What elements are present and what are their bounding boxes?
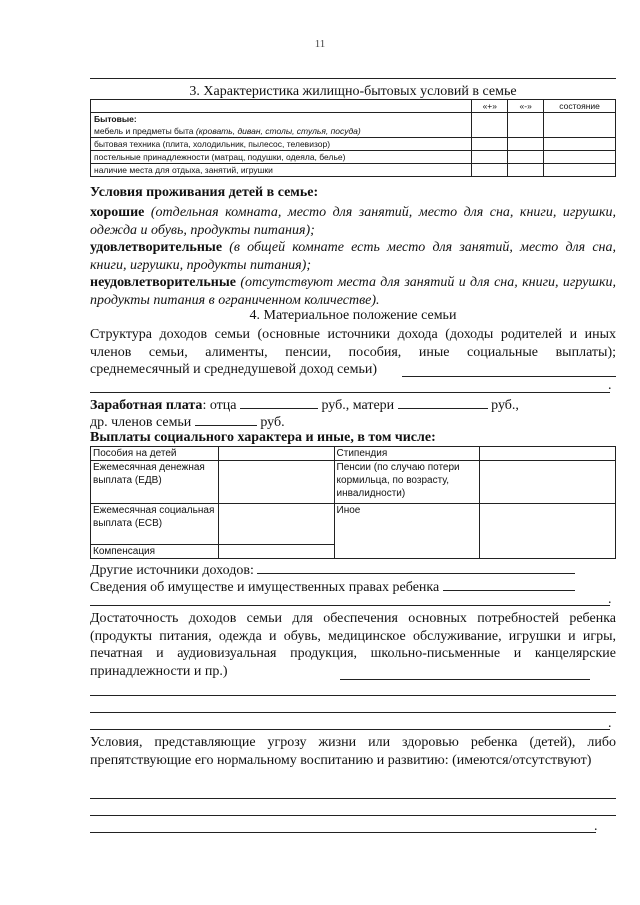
income-structure-fill-line-2[interactable] (90, 392, 610, 393)
esv-label: Ежемесячная социальная выплата (ЕСВ) (91, 504, 219, 545)
appliances-plus-cell[interactable] (472, 138, 508, 151)
appliances-minus-cell[interactable] (508, 138, 544, 151)
scholarship-label: Стипендия (334, 447, 480, 461)
furniture-examples: (кровать, диван, столы, стулья, посуда) (195, 126, 361, 136)
salary-rub-label: руб., (491, 398, 519, 413)
places-minus-cell[interactable] (508, 164, 544, 177)
property-info-input[interactable] (443, 578, 575, 591)
satisfactory-text: (в общей комнате есть место для занятий, место для сна, книги, игрушки, продукты питания); (90, 240, 616, 273)
child-benefits-label: Пособия на детей (91, 447, 219, 461)
salary-rub-mother-label: руб., матери (321, 398, 395, 413)
section-4-title: 4. Материальное положение семьи (249, 308, 457, 323)
salary-father-input[interactable] (240, 396, 318, 409)
sufficiency-fill-line-2[interactable] (90, 695, 616, 696)
other-members-input[interactable] (195, 413, 257, 426)
condition-good (90, 204, 616, 239)
household-conditions-table (90, 99, 616, 177)
social-payments-heading: Выплаты социального характера и иные, в том числе: (90, 430, 436, 445)
period-mark: . (608, 378, 612, 393)
living-conditions-heading: Условия проживания детей в семье: (90, 185, 319, 200)
good-label: хорошие (90, 205, 145, 220)
income-structure-fill-line[interactable] (402, 376, 616, 377)
compensation-value[interactable] (218, 545, 334, 559)
page-number: 11 (314, 38, 326, 50)
places-state-cell[interactable] (544, 164, 616, 177)
other-sources-label: Другие источники доходов: (90, 563, 254, 578)
period-mark-3: . (608, 716, 612, 731)
pensions-value[interactable] (480, 461, 616, 504)
child-benefits-value[interactable] (218, 447, 334, 461)
threats-fill-line-2[interactable] (90, 815, 616, 816)
household-row-places: наличие места для отдыха, занятий, игрушки (91, 164, 472, 177)
period-mark-2: . (608, 592, 612, 607)
threats-fill-line-3[interactable] (90, 832, 596, 833)
threats-fill-line-1[interactable] (90, 798, 616, 799)
other-members-label: др. членов семьи (90, 415, 192, 430)
salary-label: Заработная плата (90, 398, 203, 413)
household-row-appliances: бытовая техника (плита, холодильник, пылесос, телевизор) (91, 138, 472, 151)
header-blank-cell (91, 100, 472, 113)
other-label: Иное (334, 504, 480, 559)
property-info-label: Сведения об имуществе и имущественных правах ребенка (90, 580, 440, 595)
top-rule (90, 78, 616, 79)
furniture-plus-cell[interactable] (472, 113, 508, 138)
furniture-prefix: мебель и предметы быта (94, 126, 196, 136)
other-sources-row (90, 561, 616, 579)
income-sufficiency-text: Достаточность доходов семьи для обеспечения основных потребностей ребенка (продукты питания, одежда и обувь, медицинское обслуживание, игрушки и игры, печатная и аудиовизуальная продукция, школьно-письменные и канцелярские принадлежности и пр.) (90, 611, 616, 679)
edv-label: Ежемесячная денежная выплата (ЕДВ) (91, 461, 219, 504)
other-members-rub: руб. (260, 415, 285, 430)
household-row-furniture (91, 113, 472, 138)
income-structure-text: Структура доходов семьи (основные источники дохода (доходы родителей и иных членов семьи, алименты, пенсии, пособия, иные социальные выплаты); среднемесячный и среднедушевой доход семьи) (90, 327, 616, 377)
period-mark-4: . (594, 819, 598, 834)
condition-unsatisfactory (90, 274, 616, 309)
unsatisfactory-text: (отсутствуют места для занятий и для сна, книги, игрушки, продукты питания в ограниченном количестве). (90, 275, 616, 308)
condition-satisfactory (90, 239, 616, 274)
other-value[interactable] (480, 504, 616, 559)
pensions-label: Пенсии (по случаю потери кормильца, по возрасту, инвалидности) (334, 461, 480, 504)
household-row-bedding: постельные принадлежности (матрац, подушки, одеяла, белье) (91, 151, 472, 164)
edv-value[interactable] (218, 461, 334, 504)
threat-conditions-text: Условия, представляющие угрозу жизни или здоровью ребенка (детей), либо препятствующие его нормальному воспитанию и развитию: (имеются/отсутствуют) (90, 735, 616, 768)
bedding-state-cell[interactable] (544, 151, 616, 164)
unsatisfactory-label: неудовлетворительные (90, 275, 236, 290)
salary-row (90, 396, 616, 414)
sufficiency-fill-line-1[interactable] (340, 679, 590, 680)
property-row (90, 578, 616, 596)
col-minus-header: «-» (508, 100, 544, 113)
section-3-title: 3. Характеристика жилищно-бытовых условий в семье (189, 84, 517, 99)
property-info-fill-line[interactable] (90, 605, 610, 606)
furniture-state-cell[interactable] (544, 113, 616, 138)
other-members-row (90, 413, 616, 431)
furniture-minus-cell[interactable] (508, 113, 544, 138)
col-state-header: состояние (544, 100, 616, 113)
social-payments-table (90, 446, 616, 559)
salary-father-label: : отца (202, 398, 237, 413)
esv-value[interactable] (218, 504, 334, 545)
satisfactory-label: удовлетворительные (90, 240, 223, 255)
col-plus-header: «+» (472, 100, 508, 113)
salary-mother-input[interactable] (398, 396, 488, 409)
compensation-label: Компенсация (91, 545, 219, 559)
scholarship-value[interactable] (480, 447, 616, 461)
bedding-plus-cell[interactable] (472, 151, 508, 164)
sufficiency-fill-line-4[interactable] (90, 729, 610, 730)
bedding-minus-cell[interactable] (508, 151, 544, 164)
good-text: (отдельная комната, место для занятий, место для сна, книги, игрушки, одежда и обувь, продукты питания); (90, 205, 616, 238)
household-label: Бытовые: (94, 114, 137, 124)
other-sources-input[interactable] (257, 561, 575, 574)
sufficiency-fill-line-3[interactable] (90, 712, 616, 713)
appliances-state-cell[interactable] (544, 138, 616, 151)
places-plus-cell[interactable] (472, 164, 508, 177)
